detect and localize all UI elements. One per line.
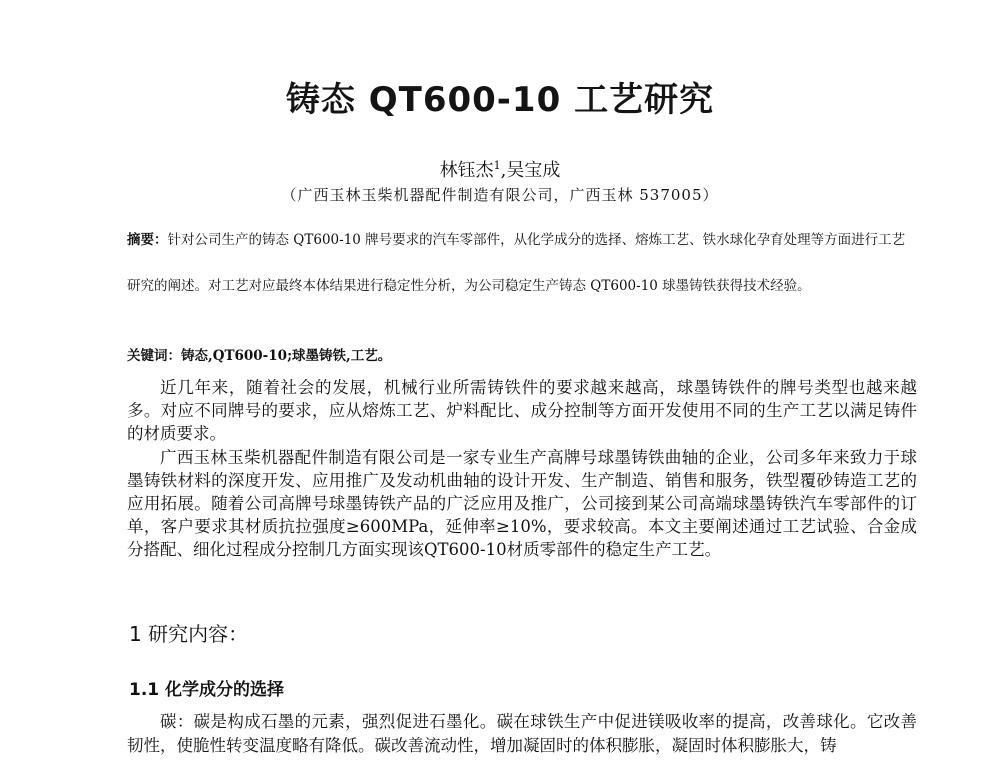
intro-body	[127, 376, 917, 562]
section-heading-1: 1 研究内容：	[129, 622, 249, 646]
section-heading-1-1: 1.1 化学成分的选择	[129, 680, 285, 700]
intro-paragraph-2: 广西玉林玉柴机器配件制造有限公司是一家专业生产高牌号球墨铸铁曲轴的企业，公司多年来致力于球墨铸铁材料的深度开发、应用推广及发动机曲轴的设计开发、生产制造、销售和服务，铁型覆砂铸造工艺的应用拓展。随着公司高牌号球墨铸铁产品的广泛应用及推广，公司接到某公司高端球墨铸铁汽车零部件的订单，客户要求其材质抗拉强度≥600MPa，延伸率≥10%，要求较高。本文主要阐述通过工艺试验、合金成分搭配、细化过程成分控制几方面实现该QT600-10材质零部件的稳定生产工艺。	[127, 447, 917, 560]
carbon-paragraph-container	[127, 710, 917, 758]
keywords	[127, 344, 917, 364]
affiliation: （广西玉林玉柴机器配件制造有限公司，广西玉林 537005）	[281, 186, 719, 204]
abstract	[127, 217, 917, 309]
keywords-text: 铸态,QT600-10;球墨铸铁,工艺。	[181, 348, 392, 364]
author-affiliation-mark: 1	[493, 159, 501, 172]
abstract-text: 针对公司生产的铸态 QT600-10 牌号要求的汽车零部件，从化学成分的选择、熔炼工艺、铁水球化孕育处理等方面进行工艺研究的阐述。对工艺对应最终本体结果进行稳定性分析，为公司稳定生产铸态 QT600-10 球墨铸铁获得技术经验。	[127, 232, 906, 294]
intro-paragraph-1: 近几年来，随着社会的发展，机械行业所需铸铁件的要求越来越高，球墨铸铁件的牌号类型也越来越多。对应不同牌号的要求，应从熔炼工艺、炉料配比、成分控制等方面开发使用不同的生产工艺以满足铸件的材质要求。	[127, 378, 917, 444]
author-line	[0, 156, 1000, 182]
author-first: 林钰杰	[439, 160, 494, 181]
author-rest: ,吴宝成	[500, 160, 561, 181]
abstract-label: 摘要：	[127, 232, 168, 248]
paper-title: 铸态 QT600-10 工艺研究	[285, 80, 715, 120]
carbon-paragraph: 碳：碳是构成石墨的元素，强烈促进石墨化。碳在球铁生产中促进镁吸收率的提高，改善球化。它改善韧性，使脆性转变温度略有降低。碳改善流动性，增加凝固时的体积膨胀，凝固时体积膨胀大，铸	[127, 712, 917, 755]
keywords-label: 关键词：	[127, 348, 181, 364]
